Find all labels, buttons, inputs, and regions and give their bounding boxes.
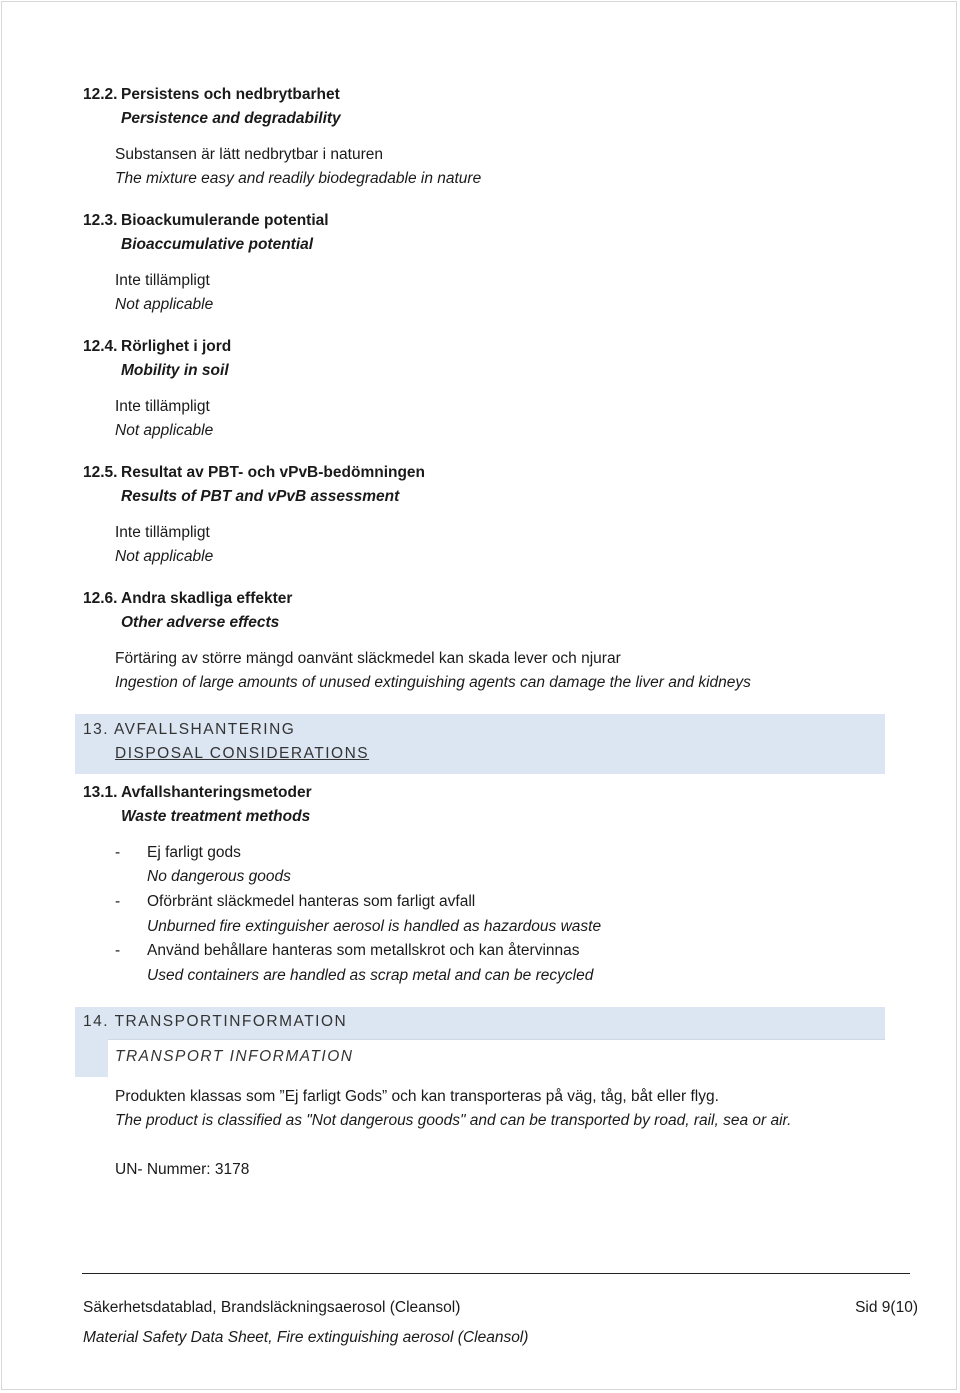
list-item-en: Unburned fire extinguisher aerosol is handled as hazardous waste [147,918,602,935]
section-title-sv: Bioackumulerande potential [121,212,329,229]
list-item-bullet: - [115,844,121,861]
section-number: 13.1. [83,784,118,801]
footer-document-title-sv: Säkerhetsdatablad, Brandsläckningsaerosol (Cleansol) [83,1299,461,1316]
section-14-body-sv: Produkten klassas som ”Ej farligt Gods” och kan transporteras på väg, tåg, båt eller flyg. [115,1088,719,1105]
section-number: 12.2. [83,86,118,103]
section-12-6-body-sv: Förtäring av större mängd oanvänt släckmedel kan skada lever och njurar [115,650,621,667]
section-13-heading-en: DISPOSAL CONSIDERATIONS [115,745,370,762]
section-12-3-body-sv: Inte tillämpligt [115,272,210,289]
section-12-5-body-sv: Inte tillämpligt [115,524,210,541]
section-12-6-heading [83,589,292,609]
section-12-2-body-en: The mixture easy and readily biodegradable in nature [115,170,482,187]
section-12-3-body-en: Not applicable [115,296,214,313]
section-12-4-body-en: Not applicable [115,422,214,439]
section-12-6-title-en: Other adverse effects [121,614,280,631]
section-12-4-heading [83,337,231,357]
list-item-sv: Använd behållare hanteras som metallskrot och kan återvinnas [147,942,580,959]
section-12-2-body-sv: Substansen är lätt nedbrytbar i naturen [115,146,383,163]
section-number: 12.3. [83,212,118,229]
section-number: 12.5. [83,464,118,481]
footer-document-title-en: Material Safety Data Sheet, Fire extinguishing aerosol (Cleansol) [83,1329,529,1346]
page-border [1,1,957,1390]
section-12-5-heading [83,463,425,483]
section-number: 12.6. [83,590,118,607]
section-number: 12.4. [83,338,118,355]
section-title-sv: Andra skadliga effekter [121,590,293,607]
list-item-en: Used containers are handled as scrap metal and can be recycled [147,967,594,984]
footer-divider [82,1273,910,1274]
un-number: UN- Nummer: 3178 [115,1161,250,1178]
section-13-heading-sv: 13. AVFALLSHANTERING [83,721,296,738]
section-title-sv: Persistens och nedbrytbarhet [121,86,340,103]
section-12-3-heading [83,211,329,231]
section-12-5-title-en: Results of PBT and vPvB assessment [121,488,400,505]
footer-page-number: Sid 9(10) [855,1299,918,1316]
section-14-heading-en: TRANSPORT INFORMATION [115,1048,354,1065]
section-12-4-body-sv: Inte tillämpligt [115,398,210,415]
section-12-4-title-en: Mobility in soil [121,362,229,379]
section-title-sv: Rörlighet i jord [121,338,232,355]
section-14-heading-sv: 14. TRANSPORTINFORMATION [83,1013,348,1030]
list-item-sv: Oförbränt släckmedel hanteras som farligt avfall [147,893,476,910]
list-item-bullet: - [115,942,121,959]
section-12-3-title-en: Bioaccumulative potential [121,236,314,253]
section-12-5-body-en: Not applicable [115,548,214,565]
section-12-6-body-en: Ingestion of large amounts of unused extinguishing agents can damage the liver and kidneys [115,674,751,691]
list-item-en: No dangerous goods [147,868,291,885]
section-title-sv: Avfallshanteringsmetoder [121,784,312,801]
section-12-2-title-en: Persistence and degradability [121,110,341,127]
section-14-body-en: The product is classified as "Not dangerous goods" and can be transported by road, rail, sea or air. [115,1112,792,1129]
section-13-1-heading [83,783,312,803]
list-item-sv: Ej farligt gods [147,844,241,861]
list-item-bullet: - [115,893,121,910]
section-title-sv: Resultat av PBT- och vPvB-bedömningen [121,464,426,481]
section-12-2-heading [83,85,340,105]
section-13-1-title-en: Waste treatment methods [121,808,311,825]
